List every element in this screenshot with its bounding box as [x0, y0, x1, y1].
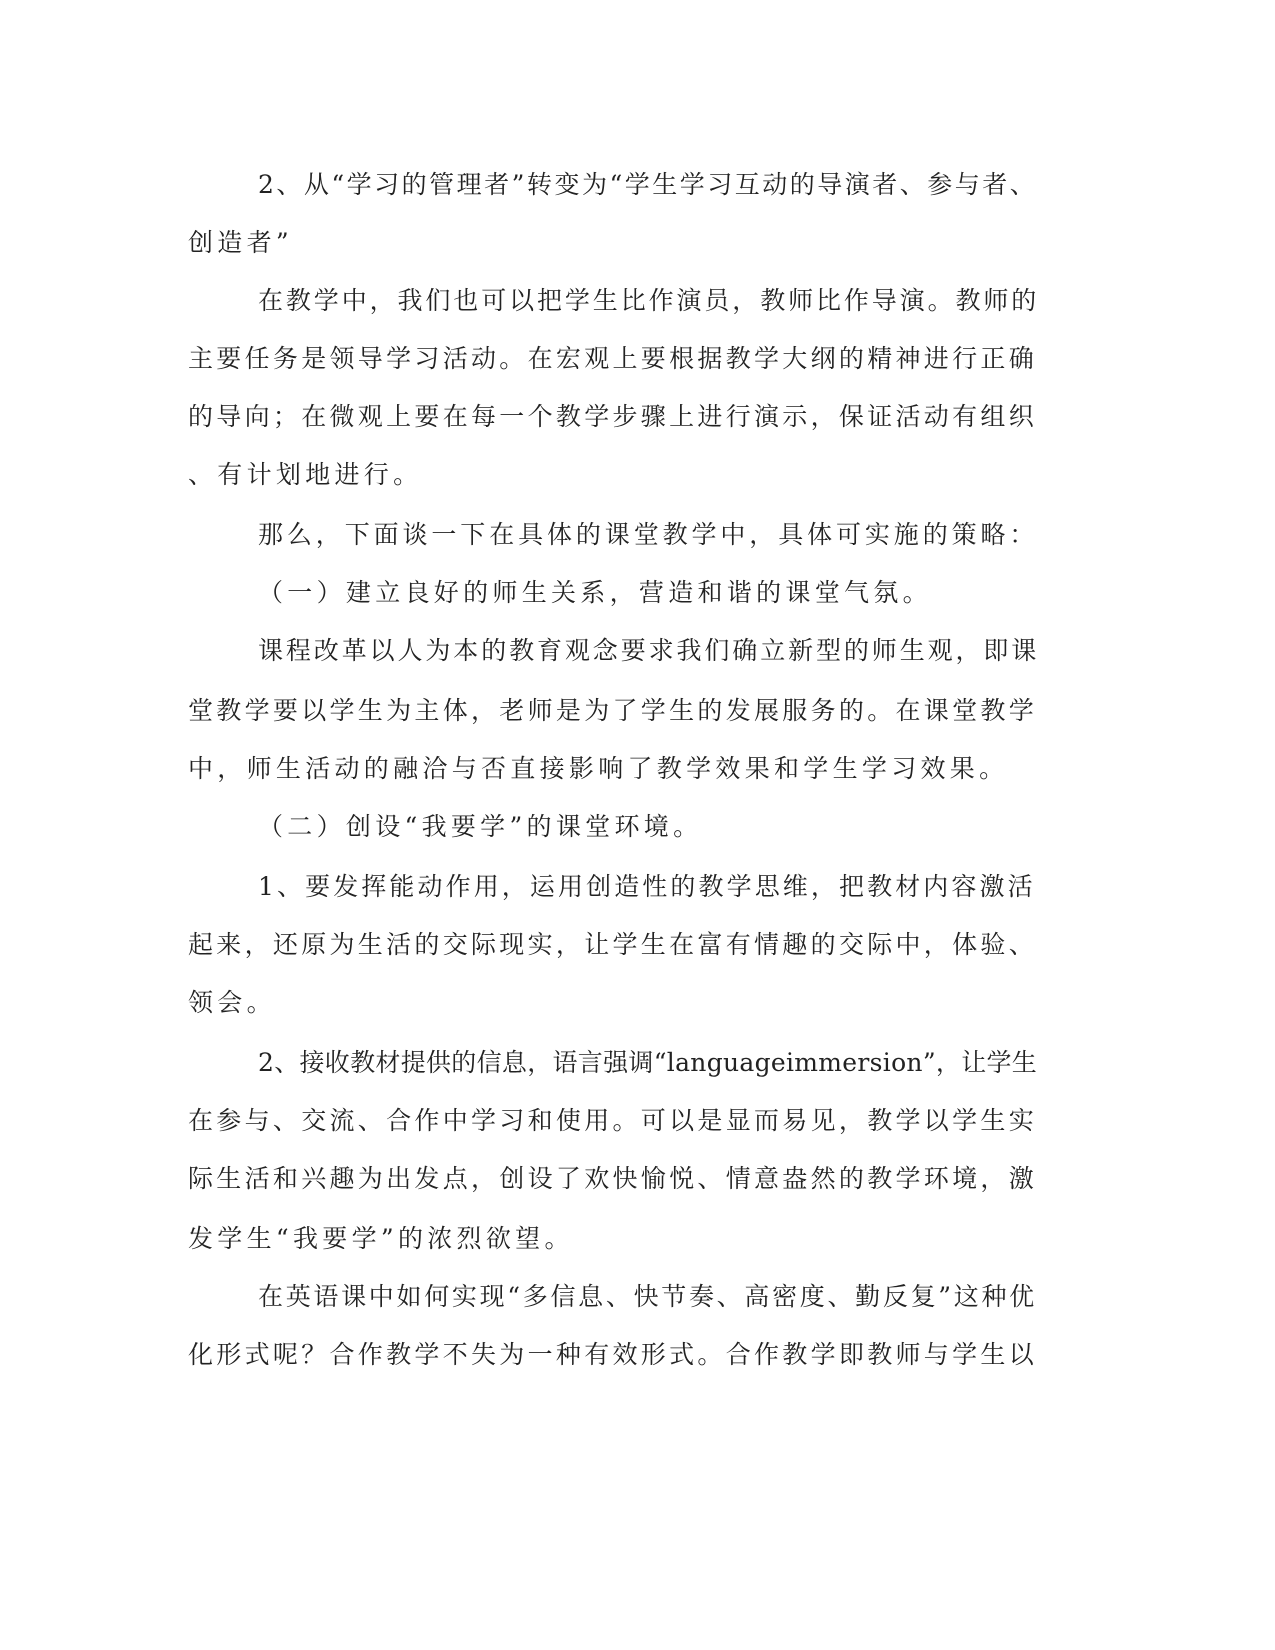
paragraph-line: 发学生“我要学”的浓烈欲望。 — [188, 1224, 574, 1253]
paragraph-line: 的导向；在微观上要在每一个教学步骤上进行演示，保证活动有组织 — [188, 402, 1038, 431]
section-heading: （一）建立良好的师生关系，营造和谐的课堂气氛。 — [258, 578, 932, 607]
paragraph-line: 在教学中，我们也可以把学生比作演员，教师比作导演。教师的 — [258, 286, 1040, 315]
paragraph-line: 2、接收教材提供的信息，语言强调“languageimmersion”，让学生 — [258, 1048, 1038, 1077]
paragraph-line: 、有计划地进行。 — [188, 460, 423, 489]
paragraph-line: 1、要发挥能动作用，运用创造性的教学思维，把教材内容激活 — [258, 872, 1036, 901]
paragraph-line: 在参与、交流、合作中学习和使用。可以是显而易见，教学以学生实 — [188, 1106, 1038, 1135]
paragraph-line: 课程改革以人为本的教育观念要求我们确立新型的师生观，即课 — [258, 636, 1040, 665]
section-heading: （二）创设“我要学”的课堂环境。 — [258, 812, 703, 841]
paragraph-line: 起来，还原为生活的交际现实，让学生在富有情趣的交际中，体验、 — [188, 930, 1038, 959]
paragraph-line: 中，师生活动的融洽与否直接影响了教学效果和学生学习效果。 — [188, 754, 1009, 783]
paragraph-line: 领会。 — [188, 988, 276, 1017]
paragraph-line: 在英语课中如何实现“多信息、快节奏、高密度、勤反复”这种优 — [258, 1282, 1037, 1311]
paragraph-line: 创造者” — [188, 228, 293, 257]
paragraph-line: 化形式呢？合作教学不失为一种有效形式。合作教学即教师与学生以 — [188, 1340, 1038, 1369]
paragraph-line: 际生活和兴趣为出发点，创设了欢快愉悦、情意盎然的教学环境，激 — [188, 1164, 1038, 1193]
paragraph-line: 主要任务是领导学习活动。在宏观上要根据教学大纲的精神进行正确 — [188, 344, 1038, 373]
paragraph-line: 堂教学要以学生为主体，老师是为了学生的发展服务的。在课堂教学 — [188, 696, 1038, 725]
paragraph-line: 2、从“学习的管理者”转变为“学生学习互动的导演者、参与者、 — [258, 170, 1038, 199]
paragraph-line: 那么，下面谈一下在具体的课堂教学中，具体可实施的策略： — [258, 520, 1039, 549]
